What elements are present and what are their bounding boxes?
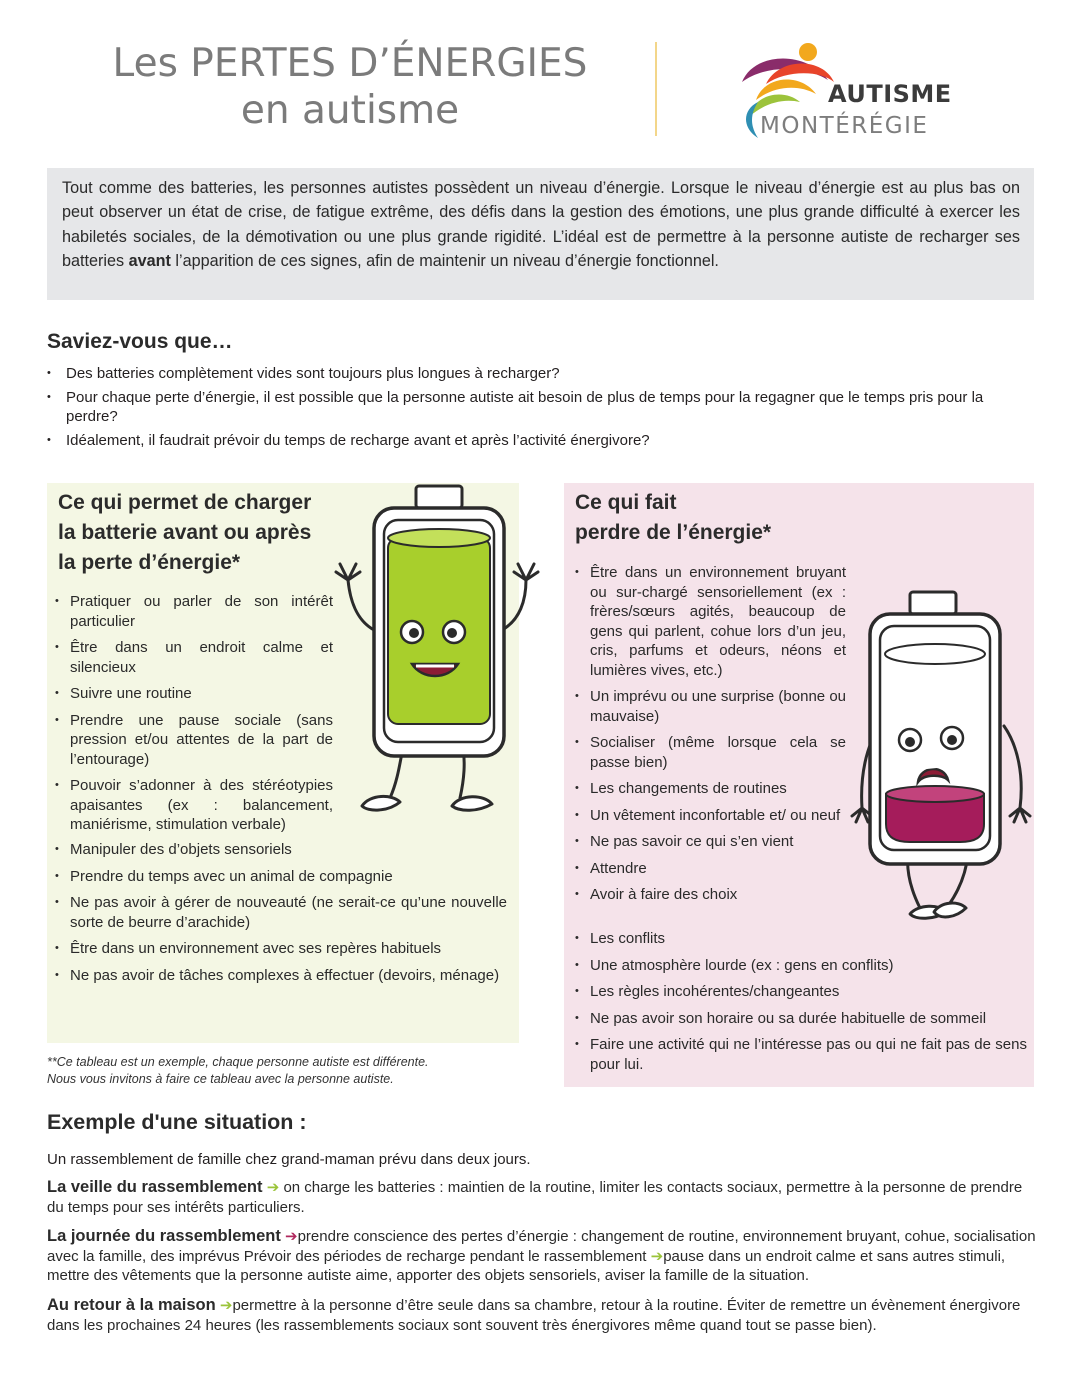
charger-item: • Être dans un endroit calme et silencieux [52,638,333,677]
charger-item: • Manipuler des d’objets sensoriels [52,840,507,860]
sad-battery-illustration [848,586,1034,922]
exemple-veille [47,1178,1037,1217]
perdre-item: • Les conflits [572,929,1027,949]
perdre-item: • Être dans un environnement bruyant ou sur-chargé sensoriellement (ex : frères/sœurs agités, beaucoup de gens qui parlent, cohue lors d’un jeu, cris, parfums et odeurs, néons et lumières vives, etc.) [572,563,846,680]
perdre-item: • Attendre [572,859,846,879]
charger-list-bottom [52,840,507,992]
perdre-item: • Ne pas savoir ce qui s’en vient [572,832,846,852]
perdre-item: • Socialiser (même lorsque cela se passe bien) [572,733,846,772]
charger-list-top [52,592,333,842]
veille-lead: La veille du rassemblement [47,1178,263,1196]
table-note-line2: Nous vous invitons à faire ce tableau avec la personne autiste. [47,1072,394,1086]
charger-item: • Pratiquer ou parler de son intérêt particulier [52,592,333,631]
charger-item: • Ne pas avoir de tâches complexes à effectuer (devoirs, ménage) [52,966,507,986]
perdre-item: • Une atmosphère lourde (ex : gens en conflits) [572,956,1027,976]
charger-title [58,488,311,578]
page-title-line1: Les PERTES D’ÉNERGIES [112,41,588,86]
perdre-item: • Un imprévu ou une surprise (bonne ou mauvaise) [572,687,846,726]
page-title [60,40,640,134]
charger-item: • Prendre du temps avec un animal de compagnie [52,867,507,887]
journee-text1: prendre conscience des pertes d’énergie : changement de routine, environnement bruyant, cohue, socialisation avec la famille, des imprévus Prévoir des périodes de recharge pendant le rassemblement [47,1228,1036,1265]
charger-item: • Prendre une pause sociale (sans pression et/ou attentes de la part de l’entourage) [52,711,333,770]
table-note-line1: **Ce tableau est un exemple, chaque personne autiste est différente. [47,1055,429,1069]
retour-text: permettre à la personne d’être seule dans sa chambre, retour à la routine. Éviter de remettre un évènement énergivore dans les prochaines 24 heures (les rassemblements sociaux sont souvent très énergivores même quand tout se passe bien). [47,1297,1021,1334]
charger-item: • Pouvoir s’adonner à des stéréotypies apaisantes (ex : balancement, maniérisme, stimulation verbale) [52,776,333,835]
perdre-item: • Ne pas avoir son horaire ou sa durée habituelle de sommeil [572,1009,1027,1029]
autisme-monteregie-logo [736,40,976,140]
arrow-right-icon: ➔ [650,1247,664,1265]
intro-bold-word: avant [128,252,171,271]
perdre-item: • Les changements de routines [572,779,846,799]
saviez-item: • Idéalement, il faudrait prévoir du temps de recharge avant et après l’activité énergivore? [47,431,1037,451]
saviez-list [47,364,1037,454]
retour-lead: Au retour à la maison [47,1296,216,1314]
journee-lead: La journée du rassemblement [47,1227,281,1245]
perdre-title [575,488,771,548]
charger-title-line1: Ce qui permet de charger [58,491,312,514]
logo-word-autisme: AUTISME [828,80,952,108]
table-note [47,1054,517,1088]
journee-text2: pause dans un endroit calme et sans autres stimuli, mettre des vêtements que la personne autiste aime, apporter des objets sensoriels, aviser la famille de la situation. [47,1247,1006,1284]
perdre-list-top [572,563,846,912]
perdre-title-line1: Ce qui fait [575,491,677,514]
veille-text: on charge les batteries : maintien de la routine, limiter les contacts sociaux, permettre à la personne de prendre du temps pour ses intérêts particuliers. [47,1179,1023,1216]
arrow-right-icon: ➔ [285,1228,298,1245]
perdre-item: • Les règles incohérentes/changeantes [572,982,1027,1002]
saviez-item: • Des batteries complètement vides sont toujours plus longues à recharger? [47,364,1037,384]
saviez-item: • Pour chaque perte d’énergie, il est possible que la personne autiste ait besoin de plus de temps pour la regagner que le temps pris pour la perdre? [47,388,1037,427]
exemple-journee [47,1227,1037,1286]
logo-word-monteregie: MONTÉRÉGIE [760,113,929,139]
perdre-item: • Faire une activité qui ne l’intéresse pas ou qui ne fait pas de sens pour lui. [572,1035,1027,1074]
header-divider [655,42,657,136]
charger-item: • Être dans un environnement avec ses repères habituels [52,939,507,959]
perdre-list-bottom [572,929,1027,1081]
arrow-right-icon: ➔ [219,1297,233,1314]
perdre-item: • Un vêtement inconfortable et/ ou neuf [572,806,846,826]
charger-item: • Ne pas avoir à gérer de nouveauté (ne serait-ce qu’une nouvelle sorte de beurre d’arachide) [52,893,507,932]
exemple-intro: Un rassemblement de famille chez grand-maman prévu dans deux jours. [47,1151,531,1168]
intro-text-after: l’apparition de ces signes, afin de maintenir un niveau d’énergie fonctionnel. [170,252,719,271]
charger-title-line3: la perte d’énergie* [58,551,241,574]
charger-title-line2: la batterie avant ou après [58,521,312,544]
happy-battery-illustration [326,480,548,820]
perdre-item: • Avoir à faire des choix [572,885,846,905]
charger-item: • Suivre une routine [52,684,333,704]
intro-text-before: Tout comme des batteries, les personnes autistes possèdent un niveau d’énergie. Lorsque le niveau d’énergie est au plus bas on peut observer un état de crise, de fatigue extrême, des défis dans la gestion des émotions, une plus grande difficulté à exercer les habiletés sociales, de la démotivation ou une plus grande rigidité. L’idéal est de permettre à la personne autiste de recharger ses batteries [62,179,1020,271]
arrow-right-icon: ➔ [266,1179,280,1196]
intro-box [47,168,1034,300]
page-title-line2: en autisme [240,88,460,133]
exemple-retour [47,1296,1037,1335]
exemple-title: Exemple d'une situation : [47,1110,307,1134]
saviez-title: Saviez-vous que… [47,330,233,353]
perdre-title-line2: perdre de l’énergie* [575,521,772,544]
